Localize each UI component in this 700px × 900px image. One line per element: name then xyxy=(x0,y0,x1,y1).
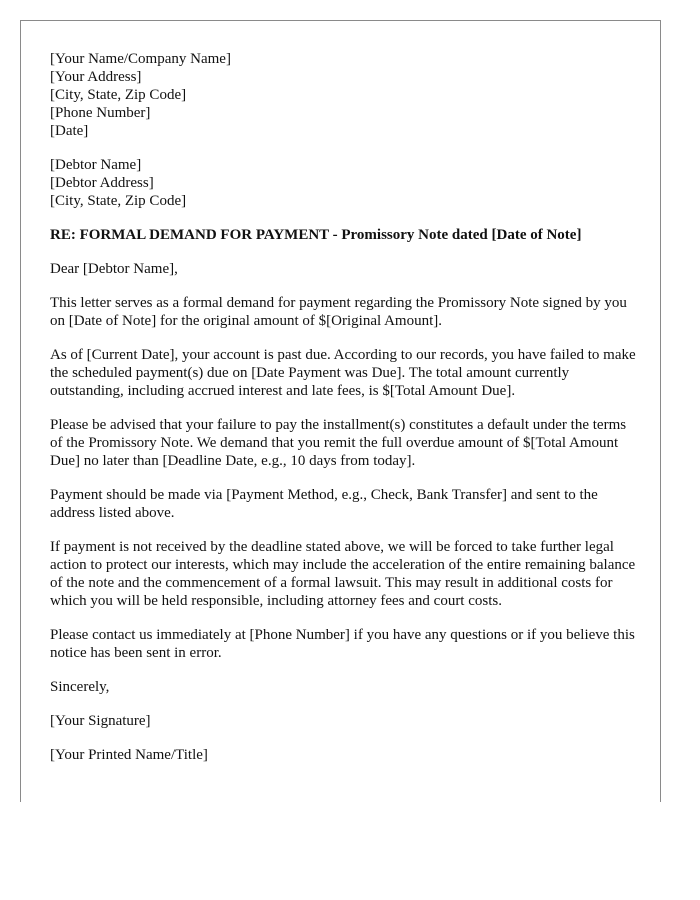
letter-page xyxy=(20,20,661,802)
sender-date: [Date] xyxy=(50,123,89,139)
sender-name: [Your Name/Company Name] xyxy=(50,51,231,67)
recipient-address: [Debtor Address] xyxy=(50,175,154,191)
paragraph-intro: This letter serves as a formal demand for payment regarding the Promissory Note signed by you on [Date of Note] for the original amount of $[Original Amount]. xyxy=(50,295,627,329)
paragraph-legal-action: If payment is not received by the deadline stated above, we will be forced to take further legal action to protect our interests, which may include the acceleration of the entire remaining balance of the note and the commencement of a formal lawsuit. This may result in additional costs for which you will be held responsible, including attorney fees and court costs. xyxy=(50,539,636,609)
paragraph-payment-method: Payment should be made via [Payment Method, e.g., Check, Bank Transfer] and sent to the address listed above. xyxy=(50,487,598,521)
salutation: Dear [Debtor Name], xyxy=(50,261,178,277)
recipient-name: [Debtor Name] xyxy=(50,157,142,173)
signature: [Your Signature] xyxy=(50,713,151,729)
paragraph-default: Please be advised that your failure to pay the installment(s) constitutes a default under the terms of the Promissory Note. We demand that you remit the full overdue amount of $[Total Amount Due] no later than [Deadline Date, e.g., 10 days from today]. xyxy=(50,417,627,469)
paragraph-past-due: As of [Current Date], your account is past due. According to our records, you have failed to make the scheduled payment(s) due on [Date Payment was Due]. The total amount currently outstanding, including accrued interest and late fees, is $[Total Amount Due]. xyxy=(50,347,636,399)
printed-name: [Your Printed Name/Title] xyxy=(50,747,208,763)
sender-city: [City, State, Zip Code] xyxy=(50,87,187,103)
recipient-city: [City, State, Zip Code] xyxy=(50,193,187,209)
sender-block xyxy=(50,50,640,140)
paragraph-contact: Please contact us immediately at [Phone Number] if you have any questions or if you believe this notice has been sent in error. xyxy=(50,627,635,661)
recipient-block xyxy=(50,156,640,210)
sender-phone: [Phone Number] xyxy=(50,105,151,121)
closing: Sincerely, xyxy=(50,679,110,695)
letter-body xyxy=(50,50,640,764)
sender-address: [Your Address] xyxy=(50,69,142,85)
subject-line: RE: FORMAL DEMAND FOR PAYMENT - Promissory Note dated [Date of Note] xyxy=(50,227,582,243)
